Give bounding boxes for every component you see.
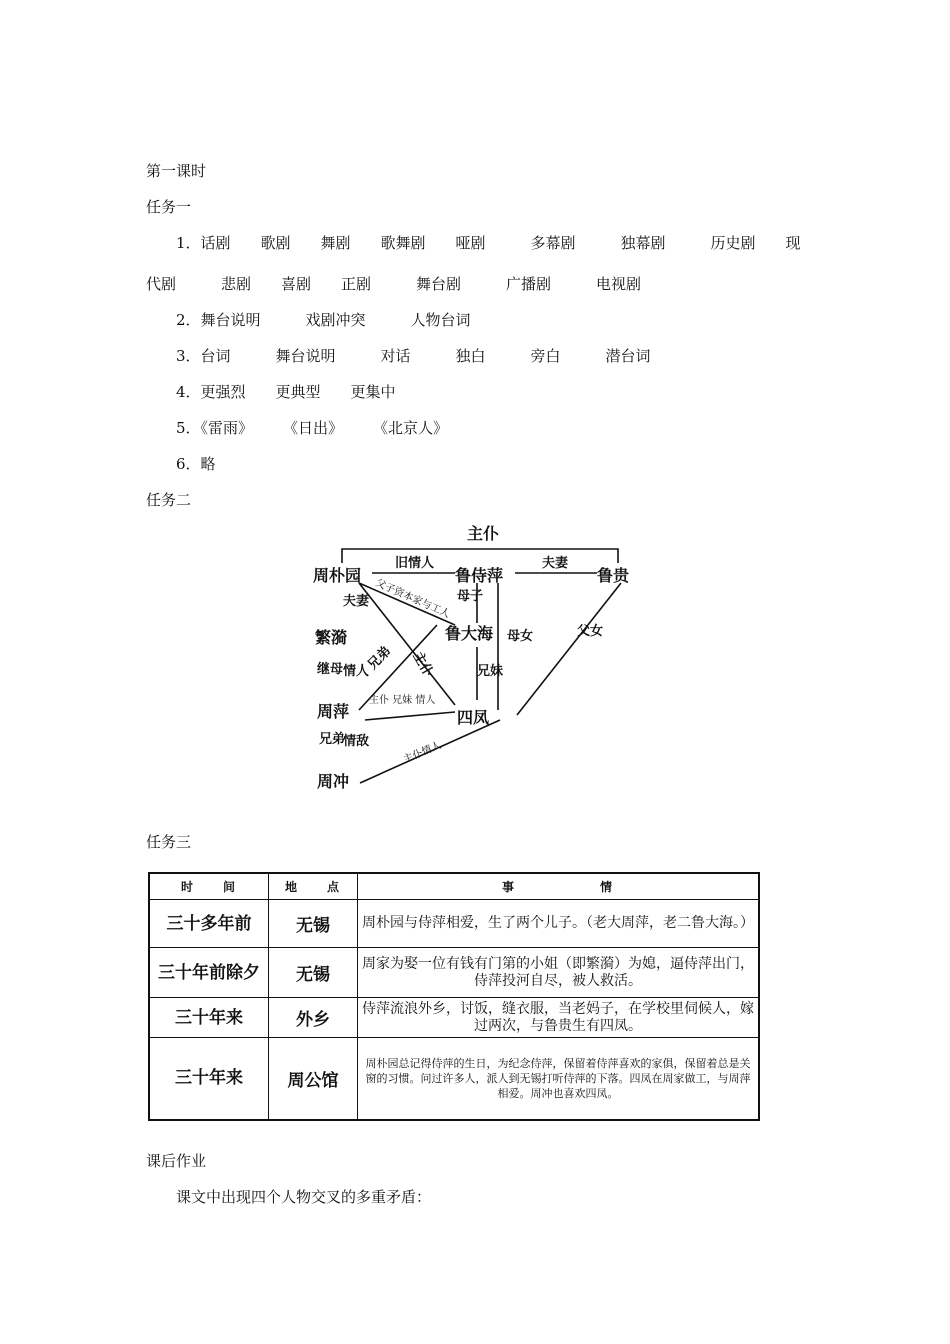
edge-label-rivals: 情敌 — [343, 734, 370, 749]
row-event: 周家为娶一位有钱有门第的小姐（即繁漪）为媳，逼侍萍出门，侍萍投河自尽，被人救活。 — [358, 948, 760, 998]
edge-label-master-servant: 主仆 — [409, 649, 436, 680]
edge-label-siblings: 兄妹 — [477, 664, 504, 679]
lesson-heading: 第一课时 — [146, 162, 207, 180]
row-time: 三十年来 — [149, 998, 269, 1038]
edge-label-old-lovers: 旧情人 — [395, 556, 435, 571]
task1-item1-line2: 代剧 悲剧 喜剧 正剧 舞台剧 广播剧 电视剧 — [146, 275, 642, 293]
diagram-top-label: 主仆 — [466, 524, 500, 543]
task1-item3: 3．台词 舞台说明 对话 独白 旁白 潜台词 — [176, 347, 651, 365]
header-event: 事 情 — [358, 873, 760, 900]
task1-item4: 4．更强烈 更典型 更集中 — [176, 383, 396, 401]
row-time: 三十年来 — [149, 1038, 269, 1120]
homework-text: 课文中出现四个人物交叉的多重矛盾： — [176, 1188, 432, 1206]
task1-item5: 5．《雷雨》 《日出》 《北京人》 — [176, 419, 449, 437]
task1-item6: 6．略 — [176, 455, 216, 473]
task1-item2: 2．舞台说明 戏剧冲突 人物台词 — [176, 311, 471, 329]
row-event: 周朴园与侍萍相爱，生了两个儿子。（老大周萍，老二鲁大海。） — [358, 900, 760, 948]
edge-label-spouses-lu: 夫妻 — [542, 556, 569, 571]
table-header-row — [149, 873, 759, 900]
row-place: 无锡 — [269, 948, 358, 998]
node-zhou-puyuan: 周朴园 — [313, 566, 362, 585]
header-place: 地 点 — [269, 873, 358, 900]
edge-label-ping-sifeng: 主仆 兄妹 情人 — [369, 695, 436, 706]
edge-label-mother-daughter: 母女 — [507, 629, 534, 644]
edge-label-father-son-capitalist: 父子资本家与工人 — [373, 577, 452, 621]
edge-label-father-daughter: 父女 — [577, 624, 604, 639]
table-row — [149, 1038, 759, 1120]
row-time: 三十年前除夕 — [149, 948, 269, 998]
row-place: 外乡 — [269, 998, 358, 1038]
row-event: 周朴园总记得侍萍的生日，为纪念侍萍，保留着侍萍喜欢的家俱，保留着总是关窗的习惯。问过许多人，派人到无锡打听侍萍的下落。四凤在周家做工，与周萍相爱。周冲也喜欢四凤。 — [358, 1038, 760, 1120]
header-time: 时 间 — [149, 873, 269, 900]
character-relationship-diagram — [305, 515, 645, 795]
task2-title: 任务二 — [146, 491, 192, 509]
edge-label-lovers: 情人 — [343, 664, 370, 679]
node-fanyi: 繁漪 — [315, 628, 348, 647]
homework-title: 课后作业 — [146, 1152, 207, 1170]
row-place: 周公馆 — [269, 1038, 358, 1120]
edge-label-brothers-diagonal: 兄弟 — [365, 643, 395, 673]
node-lu-gui: 鲁贵 — [597, 566, 630, 585]
node-lu-shiping: 鲁侍萍 — [455, 566, 504, 585]
node-sifeng: 四凤 — [457, 708, 490, 727]
task3-title: 任务三 — [146, 833, 192, 851]
edge-label-mother-son: 母子 — [457, 589, 484, 604]
edge-label-brothers-left: 兄弟 — [319, 732, 346, 747]
edge-label-stepmother: 继母 — [317, 662, 344, 677]
table-row — [149, 948, 759, 998]
edge-label-chong-sifeng: 主仆情人 — [401, 740, 443, 766]
events-table — [148, 872, 760, 1121]
task1-title: 任务一 — [146, 198, 192, 216]
node-zhou-chong: 周冲 — [317, 772, 350, 791]
row-time: 三十多年前 — [149, 900, 269, 948]
node-zhou-ping: 周萍 — [317, 702, 350, 721]
task1-item1-line1: 1．话剧 歌剧 舞剧 歌舞剧 哑剧 多幕剧 独幕剧 历史剧 现 — [176, 234, 801, 252]
row-place: 无锡 — [269, 900, 358, 948]
node-lu-dahai: 鲁大海 — [445, 624, 494, 643]
table-row — [149, 900, 759, 948]
edge-label-spouses-zhou: 夫妻 — [343, 594, 370, 609]
row-event: 侍萍流浪外乡，讨饭，缝衣服，当老妈子，在学校里伺候人，嫁过两次，与鲁贵生有四凤。 — [358, 998, 760, 1038]
table-row — [149, 998, 759, 1038]
